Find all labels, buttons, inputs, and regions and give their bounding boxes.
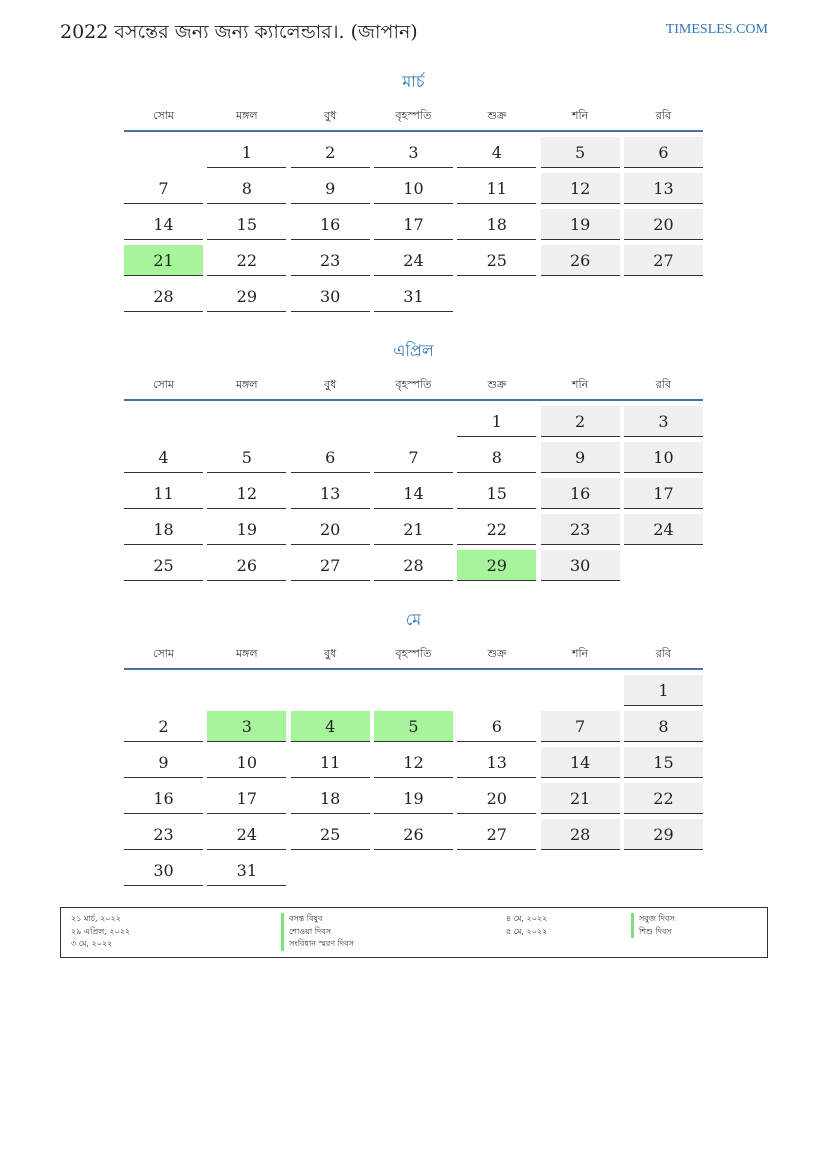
day-cell: 11 — [291, 747, 370, 778]
day-cell: 20 — [457, 783, 536, 814]
day-cell: 13 — [624, 173, 703, 204]
day-cell: 14 — [374, 478, 453, 509]
day-cell: 29 — [457, 550, 536, 581]
day-cell: 29 — [624, 819, 703, 850]
day-cell: 4 — [457, 137, 536, 168]
day-cell: 22 — [624, 783, 703, 814]
weekday-header — [124, 640, 703, 670]
day-cell: 22 — [457, 514, 536, 545]
day-cell: 23 — [124, 819, 203, 850]
empty-cell — [457, 281, 536, 312]
day-cell: 19 — [541, 209, 620, 240]
day-cell: 10 — [624, 442, 703, 473]
day-cell: 31 — [207, 855, 286, 886]
day-cell: 7 — [124, 173, 203, 204]
month-block — [124, 608, 703, 890]
day-cell: 23 — [541, 514, 620, 545]
day-cell: 24 — [374, 245, 453, 276]
day-cell: 18 — [291, 783, 370, 814]
day-cell: 30 — [124, 855, 203, 886]
week-row — [124, 477, 703, 513]
day-cell: 27 — [624, 245, 703, 276]
week-rows — [124, 674, 703, 890]
legend-names-left — [281, 913, 354, 951]
day-cell: 28 — [124, 281, 203, 312]
week-row — [124, 549, 703, 585]
month-title: মার্চ — [402, 72, 425, 91]
legend-names-right — [631, 913, 675, 938]
empty-cell — [457, 675, 536, 706]
weekday-label: বুধ — [324, 109, 337, 122]
week-rows — [124, 405, 703, 585]
weekday-label: শনি — [572, 378, 589, 391]
day-cell: 8 — [624, 711, 703, 742]
day-cell: 1 — [624, 675, 703, 706]
day-cell: 28 — [374, 550, 453, 581]
weekday-label: সোম — [152, 647, 175, 660]
legend-holiday-name: বসন্ত বিষুব — [281, 913, 354, 926]
day-cell: 1 — [457, 406, 536, 437]
weekday-label: মঙ্গল — [236, 647, 258, 660]
day-cell: 19 — [207, 514, 286, 545]
day-cell: 3 — [374, 137, 453, 168]
weekday-label: শুক্র — [487, 647, 507, 660]
week-row — [124, 818, 703, 854]
empty-cell — [541, 855, 620, 886]
day-cell: 12 — [207, 478, 286, 509]
legend-holiday-name: সবুজ দিবস — [631, 913, 675, 926]
day-cell: 31 — [374, 281, 453, 312]
day-cell: 27 — [291, 550, 370, 581]
empty-cell — [291, 675, 370, 706]
weekday-label: মঙ্গল — [236, 378, 258, 391]
week-row — [124, 136, 703, 172]
week-row — [124, 280, 703, 316]
weekday-header — [124, 102, 703, 132]
day-cell: 3 — [624, 406, 703, 437]
day-cell: 13 — [457, 747, 536, 778]
weekday-label: রবি — [655, 647, 672, 660]
month-title: এপ্রিল — [393, 341, 434, 360]
day-cell: 26 — [541, 245, 620, 276]
empty-cell — [124, 675, 203, 706]
empty-cell — [207, 675, 286, 706]
page-title: 2022 বসন্তের জন্য জন্য ক্যালেন্ডার।. (জাপান) — [60, 21, 418, 43]
day-cell: 3 — [207, 711, 286, 742]
weekday-label: বুধ — [324, 647, 337, 660]
weekday-label: বৃহস্পতি — [395, 647, 432, 660]
month-block — [124, 339, 703, 585]
empty-cell — [207, 406, 286, 437]
day-cell: 25 — [124, 550, 203, 581]
day-cell: 18 — [457, 209, 536, 240]
day-cell: 26 — [207, 550, 286, 581]
day-cell: 11 — [457, 173, 536, 204]
day-cell: 15 — [624, 747, 703, 778]
day-cell: 14 — [541, 747, 620, 778]
day-cell: 26 — [374, 819, 453, 850]
day-cell: 15 — [207, 209, 286, 240]
day-cell: 17 — [624, 478, 703, 509]
empty-cell — [124, 406, 203, 437]
day-cell: 16 — [124, 783, 203, 814]
weekday-label: শুক্র — [487, 109, 507, 122]
day-cell: 10 — [207, 747, 286, 778]
holiday-legend — [60, 907, 768, 958]
day-cell: 21 — [124, 245, 203, 276]
day-cell: 17 — [374, 209, 453, 240]
empty-cell — [374, 855, 453, 886]
legend-date: ৫ মে, ২০২২ — [506, 926, 548, 936]
legend-date: ৪ মে, ২০২২ — [506, 914, 548, 923]
day-cell: 12 — [374, 747, 453, 778]
day-cell: 18 — [124, 514, 203, 545]
weekday-label: রবি — [655, 109, 672, 122]
day-cell: 9 — [124, 747, 203, 778]
week-row — [124, 405, 703, 441]
day-cell: 2 — [541, 406, 620, 437]
day-cell: 20 — [624, 209, 703, 240]
weekday-label: সোম — [152, 378, 175, 391]
legend-date: ২৯ এপ্রিল, ২০২২ — [71, 926, 131, 936]
day-cell: 7 — [541, 711, 620, 742]
legend-holiday-name: শিশু দিবস — [631, 926, 675, 939]
day-cell: 24 — [207, 819, 286, 850]
empty-cell — [457, 855, 536, 886]
empty-cell — [541, 281, 620, 312]
day-cell: 6 — [457, 711, 536, 742]
day-cell: 30 — [291, 281, 370, 312]
legend-holiday-name: শোওয়া দিবস — [281, 926, 354, 939]
day-cell: 6 — [291, 442, 370, 473]
month-block — [124, 70, 703, 316]
week-row — [124, 782, 703, 818]
day-cell: 13 — [291, 478, 370, 509]
week-row — [124, 854, 703, 890]
weekday-label: শনি — [572, 647, 589, 660]
weekday-header — [124, 371, 703, 401]
day-cell: 17 — [207, 783, 286, 814]
empty-cell — [624, 855, 703, 886]
day-cell: 2 — [124, 711, 203, 742]
month-title: মে — [405, 610, 422, 629]
day-cell: 20 — [291, 514, 370, 545]
empty-cell — [291, 406, 370, 437]
day-cell: 4 — [124, 442, 203, 473]
day-cell: 9 — [541, 442, 620, 473]
weekday-label: বুধ — [324, 378, 337, 391]
day-cell: 5 — [207, 442, 286, 473]
day-cell: 8 — [457, 442, 536, 473]
day-cell: 10 — [374, 173, 453, 204]
empty-cell — [624, 550, 703, 581]
site-link[interactable]: TIMESLES.COM — [665, 22, 768, 37]
empty-cell — [374, 675, 453, 706]
week-row — [124, 674, 703, 710]
legend-dates-right — [506, 913, 547, 938]
day-cell: 25 — [291, 819, 370, 850]
day-cell: 29 — [207, 281, 286, 312]
weekday-label: বৃহস্পতি — [395, 109, 432, 122]
day-cell: 12 — [541, 173, 620, 204]
day-cell: 2 — [291, 137, 370, 168]
weekday-label: বৃহস্পতি — [395, 378, 432, 391]
week-row — [124, 208, 703, 244]
empty-cell — [124, 137, 203, 168]
day-cell: 22 — [207, 245, 286, 276]
week-row — [124, 746, 703, 782]
day-cell: 9 — [291, 173, 370, 204]
day-cell: 30 — [541, 550, 620, 581]
empty-cell — [624, 281, 703, 312]
day-cell: 28 — [541, 819, 620, 850]
day-cell: 16 — [541, 478, 620, 509]
legend-date: ২১ মার্চ, ২০২২ — [71, 914, 121, 923]
day-cell: 19 — [374, 783, 453, 814]
day-cell: 5 — [541, 137, 620, 168]
day-cell: 15 — [457, 478, 536, 509]
day-cell: 21 — [541, 783, 620, 814]
week-row — [124, 244, 703, 280]
empty-cell — [541, 675, 620, 706]
day-cell: 8 — [207, 173, 286, 204]
week-rows — [124, 136, 703, 316]
day-cell: 24 — [624, 514, 703, 545]
weekday-label: রবি — [655, 378, 672, 391]
legend-date: ৩ মে, ২০২২ — [71, 939, 113, 948]
day-cell: 16 — [291, 209, 370, 240]
weekday-label: মঙ্গল — [236, 109, 258, 122]
week-row — [124, 172, 703, 208]
legend-dates-left — [71, 913, 130, 951]
week-row — [124, 710, 703, 746]
day-cell: 21 — [374, 514, 453, 545]
week-row — [124, 441, 703, 477]
day-cell: 25 — [457, 245, 536, 276]
day-cell: 6 — [624, 137, 703, 168]
day-cell: 27 — [457, 819, 536, 850]
day-cell: 4 — [291, 711, 370, 742]
weekday-label: শনি — [572, 109, 589, 122]
empty-cell — [291, 855, 370, 886]
empty-cell — [374, 406, 453, 437]
day-cell: 5 — [374, 711, 453, 742]
day-cell: 23 — [291, 245, 370, 276]
day-cell: 14 — [124, 209, 203, 240]
legend-holiday-name: সংবিধান স্মরণ দিবস — [281, 938, 354, 951]
day-cell: 1 — [207, 137, 286, 168]
weekday-label: সোম — [152, 109, 175, 122]
day-cell: 7 — [374, 442, 453, 473]
week-row — [124, 513, 703, 549]
weekday-label: শুক্র — [487, 378, 507, 391]
day-cell: 11 — [124, 478, 203, 509]
